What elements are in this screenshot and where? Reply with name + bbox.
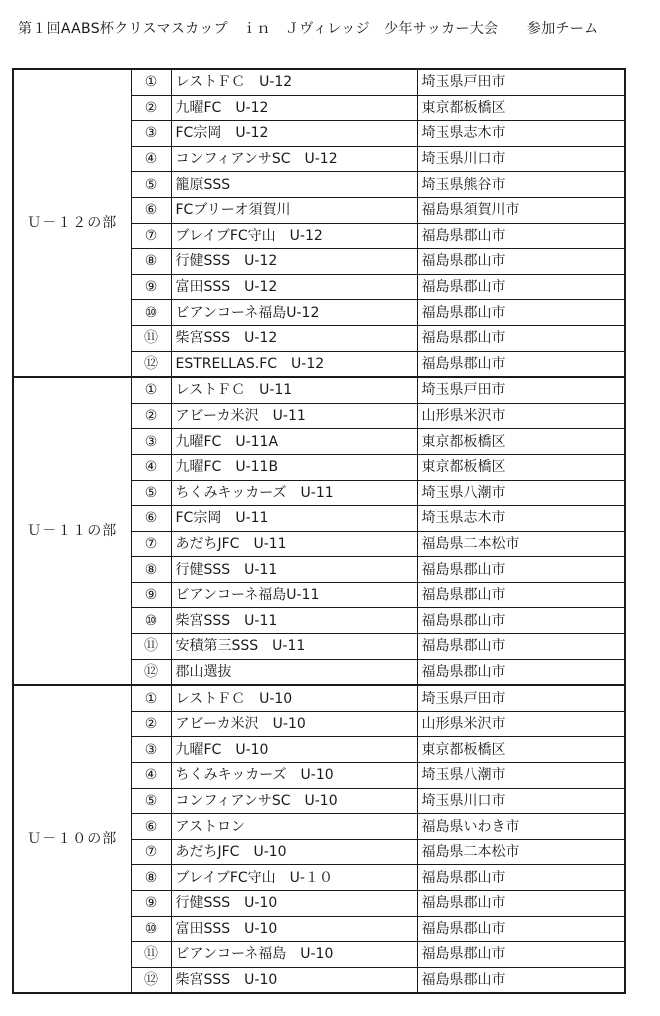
team-location: 東京都板橋区 bbox=[417, 454, 625, 480]
team-entry-table-body bbox=[13, 69, 625, 993]
division-label: Ｕ－１０の部 bbox=[13, 685, 131, 993]
team-location: 福島県郡山市 bbox=[417, 325, 625, 351]
team-location: 福島県郡山市 bbox=[417, 249, 625, 275]
team-location: 福島県郡山市 bbox=[417, 608, 625, 634]
entry-number: ② bbox=[131, 403, 171, 429]
team-name: ブレイブFC守山 U-１０ bbox=[171, 865, 417, 891]
entry-number: ⑨ bbox=[131, 891, 171, 917]
team-name: 富田SSS U-10 bbox=[171, 916, 417, 942]
team-name: FC宗岡 U-12 bbox=[171, 121, 417, 147]
entry-number: ③ bbox=[131, 429, 171, 455]
entry-number: ⑦ bbox=[131, 531, 171, 557]
team-name: アビーカ米沢 U-10 bbox=[171, 711, 417, 737]
team-name: FC宗岡 U-11 bbox=[171, 506, 417, 532]
team-location: 福島県二本松市 bbox=[417, 839, 625, 865]
team-location: 埼玉県八潮市 bbox=[417, 480, 625, 506]
team-name: 柴宮SSS U-11 bbox=[171, 608, 417, 634]
team-location: 福島県郡山市 bbox=[417, 351, 625, 377]
team-location: 福島県郡山市 bbox=[417, 300, 625, 326]
team-name: 九曜FC U-10 bbox=[171, 737, 417, 763]
team-location: 福島県いわき市 bbox=[417, 814, 625, 840]
team-location: 山形県米沢市 bbox=[417, 403, 625, 429]
team-name: レストＦＣ U-12 bbox=[171, 69, 417, 95]
team-name: レストＦＣ U-11 bbox=[171, 377, 417, 403]
team-name: ちくみキッカーズ U-11 bbox=[171, 480, 417, 506]
team-location: 福島県郡山市 bbox=[417, 274, 625, 300]
team-name: 九曜FC U-11B bbox=[171, 454, 417, 480]
entry-number: ⑩ bbox=[131, 916, 171, 942]
table-row bbox=[13, 377, 625, 403]
entry-number: ① bbox=[131, 685, 171, 711]
team-location: 福島県二本松市 bbox=[417, 531, 625, 557]
team-location: 山形県米沢市 bbox=[417, 711, 625, 737]
team-location: 福島県郡山市 bbox=[417, 582, 625, 608]
team-location: 東京都板橋区 bbox=[417, 95, 625, 121]
team-name: 行健SSS U-12 bbox=[171, 249, 417, 275]
entry-number: ⑪ bbox=[131, 325, 171, 351]
team-name: ビアンコーネ福島 U-10 bbox=[171, 942, 417, 968]
entry-number: ⑩ bbox=[131, 608, 171, 634]
team-entry-table bbox=[12, 68, 626, 994]
entry-number: ⑤ bbox=[131, 788, 171, 814]
team-location: 福島県郡山市 bbox=[417, 967, 625, 993]
entry-number: ① bbox=[131, 377, 171, 403]
entry-number: ⑫ bbox=[131, 967, 171, 993]
team-location: 福島県郡山市 bbox=[417, 557, 625, 583]
entry-number: ④ bbox=[131, 763, 171, 789]
team-name: 籠原SSS bbox=[171, 172, 417, 198]
team-name: コンフィアンサSC U-10 bbox=[171, 788, 417, 814]
entry-number: ⑪ bbox=[131, 942, 171, 968]
team-location: 埼玉県八潮市 bbox=[417, 763, 625, 789]
entry-number: ⑫ bbox=[131, 659, 171, 685]
entry-number: ② bbox=[131, 95, 171, 121]
entry-number: ③ bbox=[131, 737, 171, 763]
entry-number: ② bbox=[131, 711, 171, 737]
entry-number: ⑨ bbox=[131, 582, 171, 608]
table-row bbox=[13, 685, 625, 711]
team-name: 郡山選抜 bbox=[171, 659, 417, 685]
team-location: 埼玉県川口市 bbox=[417, 146, 625, 172]
entry-number: ⑤ bbox=[131, 480, 171, 506]
division-label: Ｕ－１１の部 bbox=[13, 377, 131, 685]
entry-number: ③ bbox=[131, 121, 171, 147]
entry-number: ⑪ bbox=[131, 634, 171, 660]
team-name: ビアンコーネ福島U-12 bbox=[171, 300, 417, 326]
team-name: 九曜FC U-11A bbox=[171, 429, 417, 455]
team-name: 安積第三SSS U-11 bbox=[171, 634, 417, 660]
team-location: 福島県郡山市 bbox=[417, 916, 625, 942]
entry-number: ④ bbox=[131, 454, 171, 480]
team-name: 行健SSS U-10 bbox=[171, 891, 417, 917]
entry-number: ⑥ bbox=[131, 814, 171, 840]
team-location: 福島県郡山市 bbox=[417, 223, 625, 249]
team-location: 福島県郡山市 bbox=[417, 659, 625, 685]
team-name: 富田SSS U-12 bbox=[171, 274, 417, 300]
entry-number: ⑨ bbox=[131, 274, 171, 300]
team-name: ちくみキッカーズ U-10 bbox=[171, 763, 417, 789]
team-name: アストロン bbox=[171, 814, 417, 840]
entry-number: ④ bbox=[131, 146, 171, 172]
team-name: 柴宮SSS U-10 bbox=[171, 967, 417, 993]
team-location: 福島県郡山市 bbox=[417, 942, 625, 968]
team-location: 埼玉県戸田市 bbox=[417, 685, 625, 711]
team-location: 埼玉県戸田市 bbox=[417, 377, 625, 403]
team-name: ブレイブFC守山 U-12 bbox=[171, 223, 417, 249]
team-name: ESTRELLAS.FC U-12 bbox=[171, 351, 417, 377]
entry-number: ⑧ bbox=[131, 249, 171, 275]
document-title: 第１回AABS杯クリスマスカップ ｉｎ Ｊヴィレッジ 少年サッカー大会 参加チーム bbox=[18, 21, 599, 37]
team-location: 埼玉県志木市 bbox=[417, 121, 625, 147]
entry-number: ⑦ bbox=[131, 839, 171, 865]
division-label: Ｕ－１２の部 bbox=[13, 69, 131, 377]
team-location: 福島県須賀川市 bbox=[417, 197, 625, 223]
team-location: 福島県郡山市 bbox=[417, 865, 625, 891]
team-location: 福島県郡山市 bbox=[417, 634, 625, 660]
entry-number: ⑤ bbox=[131, 172, 171, 198]
team-name: コンフィアンサSC U-12 bbox=[171, 146, 417, 172]
team-location: 東京都板橋区 bbox=[417, 429, 625, 455]
entry-number: ⑧ bbox=[131, 865, 171, 891]
entry-number: ⑥ bbox=[131, 197, 171, 223]
table-row bbox=[13, 69, 625, 95]
team-name: FCブリーオ須賀川 bbox=[171, 197, 417, 223]
entry-number: ⑥ bbox=[131, 506, 171, 532]
team-location: 埼玉県志木市 bbox=[417, 506, 625, 532]
entry-number: ⑧ bbox=[131, 557, 171, 583]
entry-number: ⑩ bbox=[131, 300, 171, 326]
team-location: 福島県郡山市 bbox=[417, 891, 625, 917]
team-location: 埼玉県川口市 bbox=[417, 788, 625, 814]
entry-number: ⑦ bbox=[131, 223, 171, 249]
team-name: ビアンコーネ福島U-11 bbox=[171, 582, 417, 608]
team-location: 埼玉県戸田市 bbox=[417, 69, 625, 95]
team-name: 九曜FC U-12 bbox=[171, 95, 417, 121]
entry-number: ① bbox=[131, 69, 171, 95]
team-location: 東京都板橋区 bbox=[417, 737, 625, 763]
entry-number: ⑫ bbox=[131, 351, 171, 377]
team-name: 柴宮SSS U-12 bbox=[171, 325, 417, 351]
team-name: アビーカ米沢 U-11 bbox=[171, 403, 417, 429]
team-name: レストＦＣ U-10 bbox=[171, 685, 417, 711]
team-location: 埼玉県熊谷市 bbox=[417, 172, 625, 198]
team-name: 行健SSS U-11 bbox=[171, 557, 417, 583]
team-name: あだちJFC U-10 bbox=[171, 839, 417, 865]
team-name: あだちJFC U-11 bbox=[171, 531, 417, 557]
